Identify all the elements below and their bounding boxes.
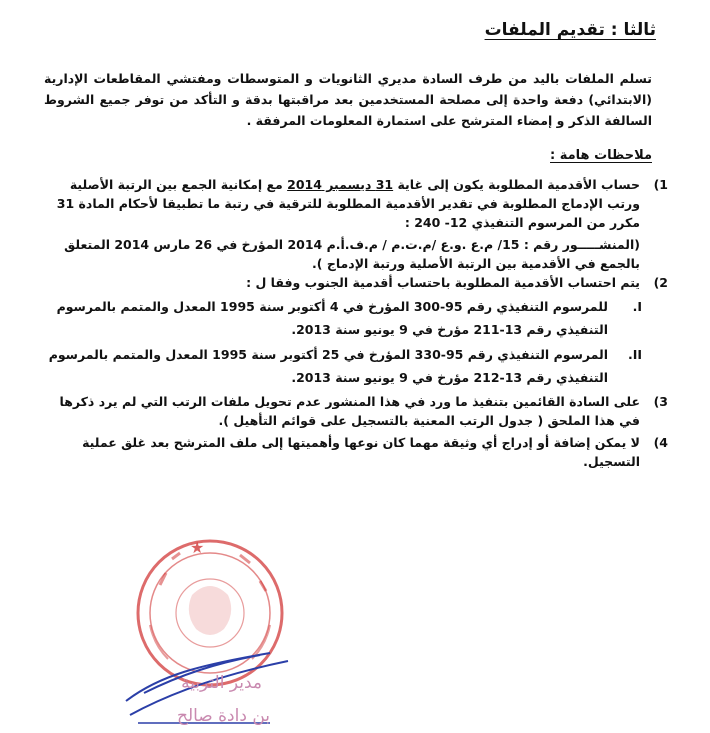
sub-number: II. (627, 347, 642, 362)
note-sub-item-1 (38, 295, 668, 341)
notes-heading: ملاحظات هامة : (550, 148, 652, 163)
note-number: 1) (653, 177, 668, 192)
note-item-3 (38, 392, 668, 430)
note-text-cont: مع إمكانية الجمع بين الرتبة الأصلية ورتب الإدماج المطلوبة في تقدير الأقدمية المطلوبة للترقية في رتبة ما تطبيقا لأحكام المادة 31 مكرر من المرسوم التنفيذي 12- 240 : (56, 177, 640, 230)
section-title: ثالثا : تقديم الملفات (484, 20, 656, 40)
notes-list (38, 175, 668, 471)
svg-text:★: ★ (190, 538, 205, 557)
note-number: 4) (653, 435, 668, 450)
note-text: يتم احتساب الأقدمية المطلوبة باحتساب أقدمية الجنوب وفقا ل : (246, 275, 640, 290)
deadline-date: 31 ديسمبر 2014 (287, 177, 394, 192)
note-sub-item-2 (38, 343, 668, 389)
note-item-2 (38, 273, 668, 292)
seal-icon (120, 525, 300, 729)
note-text: لا يمكن إضافة أو إدراج أي وثيقة مهما كان نوعها وأهميتها إلى ملف المترشح بعد غلق عملية التسجيل. (82, 435, 640, 469)
note-number: 2) (653, 275, 668, 290)
note-number: 3) (653, 394, 668, 409)
note-reference: (المنشـــــور رقم : 15/ م.ع .و.ع /م.ت.م / م.ف.أ.م 2014 المؤرخ في 26 مارس 2014 المتعلق بالجمع في الأقدمية بين الرتبة الأصلية ورتبة الإدماج ). (64, 237, 640, 271)
stamp-name: بن دادة صالح (176, 706, 270, 726)
note-item-1 (38, 175, 668, 273)
intro-paragraph: تسلم الملفات باليد من طرف السادة مديري الثانويات و المتوسطات ومفتشي المقاطعات الإدارية (الابتدائي) دفعة واحدة إلى مصلحة المستخدمين بعد مراقبتها بدقة و التأكد من توفر جميع الشروط السالفة الذكر و إمضاء المترشح على استمارة المعلومات المرفقة . (44, 71, 652, 128)
note-text: على السادة القائمين بتنفيذ ما ورد في هذا المنشور عدم تحويل ملفات الرتب التي لم يرد ذكرها في هذا الملحق ( جدول الرتب المعنية بالتسجيل على قوائم التأهيل ). (59, 394, 640, 428)
stamp-title: مدير التربية (181, 673, 262, 693)
sub-number: I. (632, 299, 642, 314)
official-stamp (120, 525, 300, 729)
sub-text: للمرسوم التنفيذي رقم 95-300 المؤرخ في 4 أكتوبر سنة 1995 المعدل والمتمم بالمرسوم التنفيذي رقم 13-211 مؤرخ في 9 يونيو سنة 2013. (56, 299, 608, 337)
note-item-4 (38, 433, 668, 471)
note-text: حساب الأقدمية المطلوبة يكون إلى غاية (393, 177, 640, 192)
sub-text: المرسوم التنفيذي رقم 95-330 المؤرخ في 25 أكتوبر سنة 1995 المعدل والمتمم بالمرسوم التنفيذي رقم 13-212 مؤرخ في 9 يونيو سنة 2013. (48, 347, 608, 385)
